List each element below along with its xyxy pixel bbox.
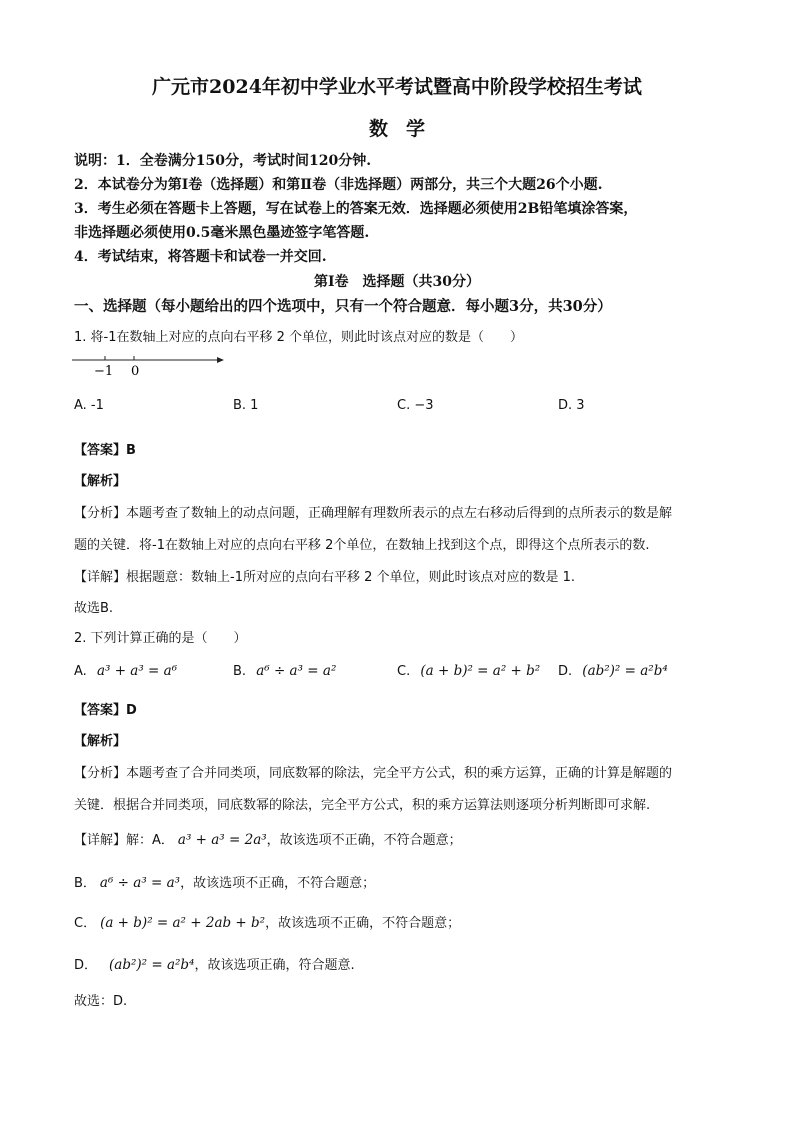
exam-title: 广元市2024年初中学业水平考试暨高中阶段学校招生考试: [152, 76, 642, 98]
note-line: 2．本试卷分为第Ⅰ卷（选择题）和第Ⅱ卷（非选择题）两部分，共三个大题26个小题.: [74, 177, 603, 193]
q2-detail-suffix: ，故该选项正确，符合题意.: [194, 958, 355, 973]
tick-label-zero: 0: [131, 364, 140, 378]
q1-analysis-line: 题的关键．将-1在数轴上对应的点向右平移 2个单位，在数轴上找到这个点，即得这个点所表示的数.: [74, 538, 650, 553]
q2-option-b-expr: a⁶ ÷ a³ = a²: [256, 663, 337, 679]
section-heading: 一、选择题（每小题给出的四个选项中，只有一个符合题意．每小题3分，共30分）: [74, 298, 612, 315]
q1-answer: 【答案】B: [74, 443, 136, 458]
q2-detail-expr: (ab²)² = a²b⁴: [109, 957, 195, 973]
q2-detail-suffix: ，故该选项不正确，不符合题意；: [266, 833, 462, 848]
number-line-figure: [72, 352, 232, 378]
q2-detail-expr: a⁶ ÷ a³ = a³: [99, 875, 181, 891]
q2-detail-line: [74, 829, 462, 848]
note-line: 非选择题必须使用0.5毫米黑色墨迹签字笔答题.: [74, 225, 370, 241]
q2-detail-line: [74, 912, 460, 931]
q1-conclusion: 故选B.: [74, 601, 114, 616]
q2-option-a: [74, 663, 177, 679]
note-line: 3．考生必须在答题卡上答题，写在试卷上的答案无效．选择题必须使用2B铅笔填涂答案，: [74, 201, 638, 217]
question-2-stem: 2. 下列计算正确的是（ ）: [74, 631, 247, 646]
q1-detail: 【详解】根据题意：数轴上-1所对应的点向右平移 2 个单位，则此时该点对应的数是 1.: [74, 570, 576, 585]
q2-option-d-expr: (ab²)² = a²b⁴: [582, 663, 668, 679]
q2-detail-prefix: B．: [74, 876, 96, 891]
q2-analysis-line: 【分析】本题考查了合并同类项，同底数幂的除法，完全平方公式，积的乘方运算，正确的计算是解题的: [74, 766, 673, 781]
q1-analysis-tag: 【解析】: [74, 474, 127, 489]
q1-option-c: C. −3: [397, 398, 434, 413]
section-title: 第Ⅰ卷 选择题（共30分）: [313, 274, 481, 290]
q1-option-d: D. 3: [558, 398, 585, 413]
q2-detail-prefix: D．: [74, 958, 98, 973]
subject-title: 数学: [368, 118, 443, 140]
tick-label-minus-one: −1: [94, 364, 114, 378]
q2-option-a-expr: a³ + a³ = a⁶: [96, 663, 178, 679]
q2-option-a-label: A.: [74, 664, 87, 679]
q2-detail-expr: a³ + a³ = 2a³: [177, 832, 267, 848]
q2-option-d: [558, 663, 668, 679]
q2-analysis-line: 关键．根据合并同类项，同底数幂的除法，完全平方公式，积的乘方运算法则逐项分析判断即可求解.: [74, 798, 651, 813]
q2-detail-line: [74, 872, 375, 891]
q2-option-b: [233, 663, 336, 679]
q1-analysis-line: 【分析】本题考查了数轴上的动点问题，正确理解有理数所表示的点左右移动后得到的点所表示的数是解: [74, 506, 673, 521]
q2-detail-prefix: 【详解】解：A．: [74, 833, 174, 848]
q2-detail-suffix: ，故该选项不正确，不符合题意；: [265, 916, 461, 931]
q2-detail-prefix: C．: [74, 916, 97, 931]
q1-option-a: A. -1: [74, 398, 104, 413]
q1-option-b: B. 1: [233, 398, 259, 413]
question-1-stem: 1. 将-1在数轴上对应的点向右平移 2 个单位，则此时该点对应的数是（ ）: [74, 330, 524, 345]
q2-conclusion: 故选：D.: [74, 994, 128, 1009]
q2-option-c: [397, 663, 540, 679]
note-line: 4．考试结束，将答题卡和试卷一并交回.: [74, 249, 327, 265]
q2-detail-suffix: ，故该选项不正确，不符合题意；: [180, 876, 376, 891]
note-line: 说明：1．全卷满分150分，考试时间120分钟.: [74, 153, 372, 169]
q2-option-c-expr: (a + b)² = a² + b²: [420, 663, 541, 679]
q2-option-d-label: D.: [558, 664, 573, 679]
q2-analysis-tag: 【解析】: [74, 734, 127, 749]
q2-answer: 【答案】D: [74, 703, 137, 718]
number-line-arrow: [217, 357, 224, 363]
q2-option-b-label: B.: [233, 664, 247, 679]
q2-option-c-label: C.: [397, 664, 411, 679]
q2-detail-expr: (a + b)² = a² + 2ab + b²: [100, 915, 266, 931]
q2-detail-line: [74, 954, 355, 973]
